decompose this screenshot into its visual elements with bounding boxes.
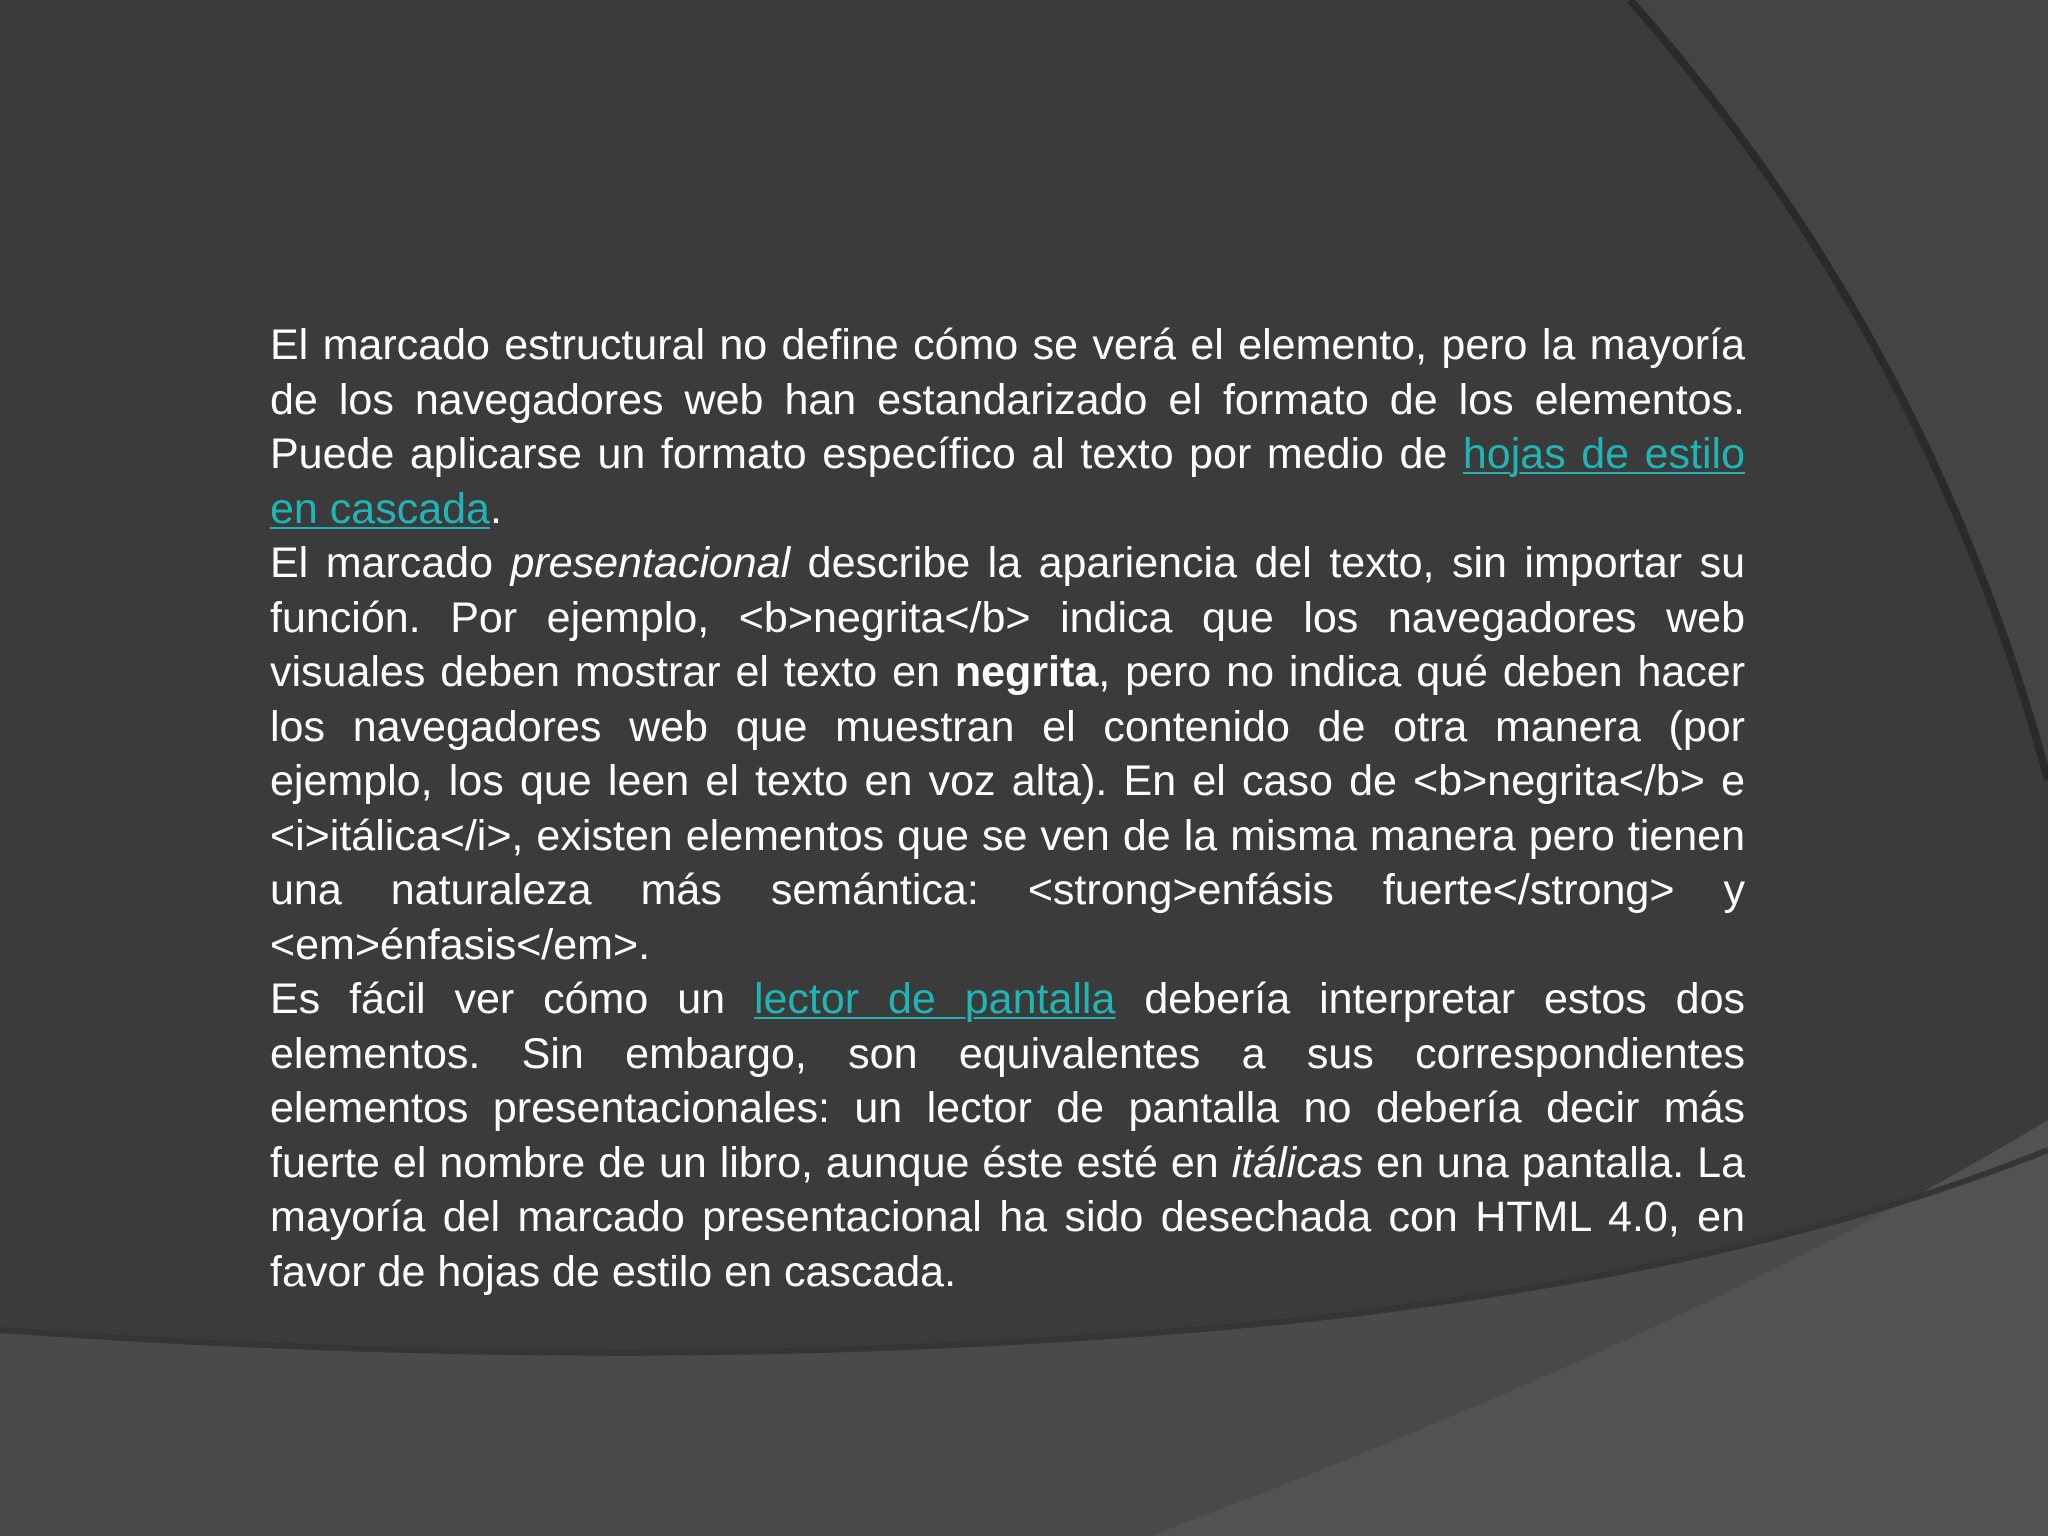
p3-text-2: debería interpretar estos dos elementos. Sin embargo, son equivalentes a sus correspondientes elementos presentacionales: un lector de pantalla no debería decir más fuerte el nombre de un libro, aunque éste esté en bbox=[270, 975, 1746, 1187]
p2-bold: negrita bbox=[954, 648, 1099, 696]
p3-text-3: en una pantalla. La mayoría del marcado presentacional ha sido desechada con HTML 4.0, en favor de hojas de estilo en cascada. bbox=[270, 1138, 1745, 1296]
p2-italic: presentacional bbox=[510, 539, 791, 587]
p3-italic: itálicas bbox=[1231, 1138, 1364, 1187]
p2-text-2: describe la apariencia del texto, sin importar su función. Por ejemplo, <b>negrita</b> indica que los navegadores web visuales deben mostrar el texto en bbox=[270, 539, 1745, 696]
paragraph-screen-reader bbox=[270, 972, 1745, 1299]
p1-text-1: El marcado estructural no define cómo se verá el elemento, pero la mayoría de los navegadores web han estandarizado el formato de los elementos. Puede aplicarse un formato específico al texto por medio de bbox=[270, 321, 1745, 478]
p1-text-2: . bbox=[489, 484, 502, 533]
link-screen-reader[interactable]: lector de pantalla bbox=[753, 975, 1116, 1023]
paragraph-presentational-markup bbox=[270, 536, 1745, 972]
paragraph-structural-markup bbox=[270, 318, 1745, 536]
p2-text-3: , pero no indica qué deben hacer los navegadores web que muestran el contenido de otra manera (por ejemplo, los que leen el texto en voz alta). En el caso de <b>negrita</b> e <i>itálica</i>, existen elementos que se ven de la misma manera pero tienen una naturaleza más semántica: <strong>enfásis fuerte</strong> y <em>énfasis</em>. bbox=[270, 648, 1746, 969]
p2-text-1: El marcado bbox=[270, 539, 511, 587]
body-text bbox=[270, 318, 1745, 1299]
link-css[interactable]: hojas de estilo en cascada bbox=[270, 430, 1745, 533]
p3-text-1: Es fácil ver cómo un bbox=[270, 975, 754, 1023]
